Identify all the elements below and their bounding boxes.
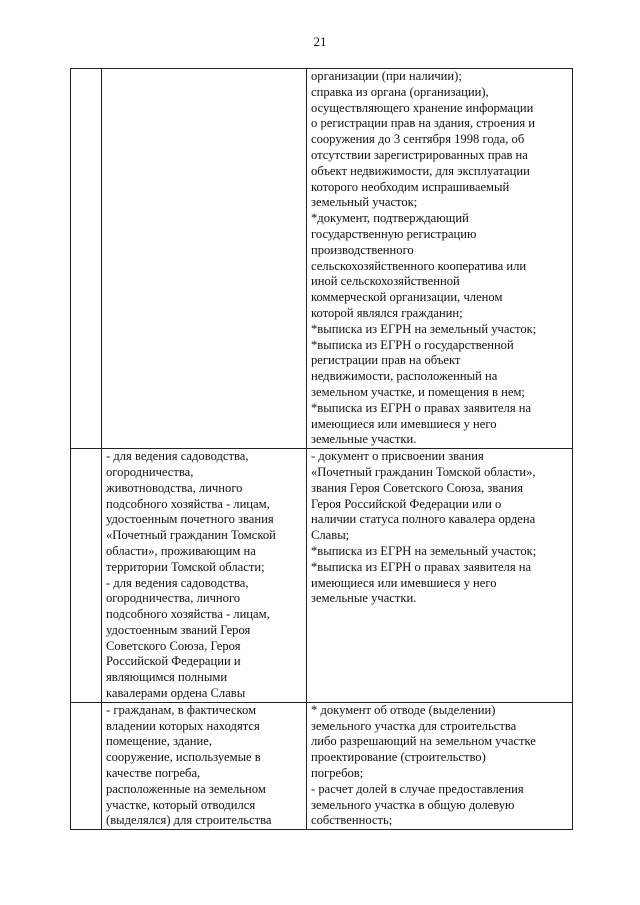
document-text-line: * документ об отводе (выделении) [311, 702, 496, 717]
category-cell [102, 702, 307, 829]
category-text-line: Российской Федерации и [106, 654, 241, 669]
document-text-line: *выписка из ЕГРН на земельный участок; [311, 321, 537, 336]
table-row [71, 449, 573, 703]
row-number-cell [71, 702, 102, 829]
document-text-line: *выписка из ЕГРН о правах заявителя на [311, 400, 532, 415]
document-text-line: погребов; [311, 766, 364, 781]
document-text-line: земельные участки. [311, 432, 417, 447]
document-text-line: Славы; [311, 528, 350, 543]
category-text-line: владении которых находятся [106, 718, 260, 733]
category-text-line: участке, который отводился [106, 797, 256, 812]
category-text-line: животноводства, личного [106, 480, 243, 495]
document-text-line: производственного [311, 242, 414, 257]
document-text-line: которой являлся гражданин; [311, 305, 463, 320]
document-text-line: проектирование (строительство) [311, 750, 486, 765]
document-text-line: отсутствии зарегистрированных прав на [311, 147, 528, 162]
documents-cell [307, 702, 573, 829]
table-row [71, 702, 573, 829]
category-text-line: - для ведения садоводства, [106, 449, 249, 464]
documents-cell [307, 449, 573, 703]
document-text-line: *выписка из ЕГРН о государственной [311, 337, 514, 352]
document-text-line: земельный участок; [311, 195, 418, 210]
category-text-line: являющимся полными [106, 670, 228, 685]
document-text-line: *выписка из ЕГРН о правах заявителя на [311, 559, 532, 574]
document-text-line: сооружения до 3 сентября 1998 года, об [311, 132, 525, 147]
category-text-line: - гражданам, в фактическом [106, 702, 257, 717]
category-text-line: качестве погреба, [106, 766, 201, 781]
document-text-line: - документ о присвоении звания [311, 449, 484, 464]
page-number: 21 [313, 34, 327, 49]
category-text-line: кавалерами ордена Славы [106, 686, 246, 701]
document-text-line: осуществляющего хранение информации [311, 100, 534, 115]
row-number-cell [71, 449, 102, 703]
document-text-line: земельного участка в общую долевую [311, 797, 515, 812]
category-text-line: огородничества, личного [106, 591, 241, 606]
category-text-line: помещение, здание, [106, 734, 212, 749]
document-text-line: имеющиеся или имевшиеся у него [311, 575, 497, 590]
table-row [71, 69, 573, 449]
document-text-line: либо разрешающий на земельном участке [311, 734, 536, 749]
document-text-line: иной сельскохозяйственной [311, 274, 460, 289]
document-text-line: наличии статуса полного кавалера ордена [311, 512, 536, 527]
document-text-line: коммерческой организации, членом [311, 290, 503, 305]
category-cell [102, 449, 307, 703]
category-text-line: расположенные на земельном [106, 781, 266, 796]
category-text-line: (выделялся) для строительства [106, 813, 272, 828]
category-text-line: - для ведения садоводства, [106, 575, 249, 590]
document-text-line: земельного участка для строительства [311, 718, 517, 733]
category-text-line: удостоенным почетного звания [106, 512, 274, 527]
category-text-line: огородничества, [106, 464, 194, 479]
category-text-line: подсобного хозяйства - лицам, [106, 496, 270, 511]
category-text-line: удостоенным званий Героя [106, 622, 251, 637]
documents-cell [307, 69, 573, 449]
document-text-line: недвижимости, расположенный на [311, 369, 498, 384]
document-text-line: «Почетный гражданин Томской области», [311, 464, 536, 479]
document-text-line: земельные участки. [311, 591, 417, 606]
category-text-line: сооружение, используемые в [106, 750, 261, 765]
document-text-line: - расчет долей в случае предоставления [311, 781, 524, 796]
category-text-line: территории Томской области; [106, 559, 265, 574]
document-table-body [71, 69, 573, 830]
document-text-line: справка из органа (организации), [311, 84, 489, 99]
category-text-line: подсобного хозяйства - лицам, [106, 607, 270, 622]
document-text-line: Героя Российской Федерации или о [311, 496, 502, 511]
document-text-line: имеющиеся или имевшиеся у него [311, 416, 497, 431]
document-text-line: государственную регистрацию [311, 226, 477, 241]
document-text-line: *документ, подтверждающий [311, 211, 469, 226]
document-table [70, 68, 573, 830]
category-cell [102, 69, 307, 449]
document-text-line: о регистрации прав на здания, строения и [311, 116, 535, 131]
category-text-line: «Почетный гражданин Томской [106, 528, 276, 543]
document-text-line: земельном участке, и помещения в нем; [311, 384, 525, 399]
category-text-line: области», проживающим на [106, 543, 256, 558]
document-text-line: собственность; [311, 813, 393, 828]
document-text-line: объект недвижимости, для эксплуатации [311, 163, 530, 178]
document-text-line: *выписка из ЕГРН на земельный участок; [311, 543, 537, 558]
document-text-line: звания Героя Советского Союза, звания [311, 480, 524, 495]
document-text-line: регистрации прав на объект [311, 353, 461, 368]
category-text-line: Советского Союза, Героя [106, 638, 241, 653]
document-text-line: сельскохозяйственного кооператива или [311, 258, 527, 273]
row-number-cell [71, 69, 102, 449]
document-text-line: которого необходим испрашиваемый [311, 179, 510, 194]
document-text-line: организации (при наличии); [311, 69, 462, 83]
